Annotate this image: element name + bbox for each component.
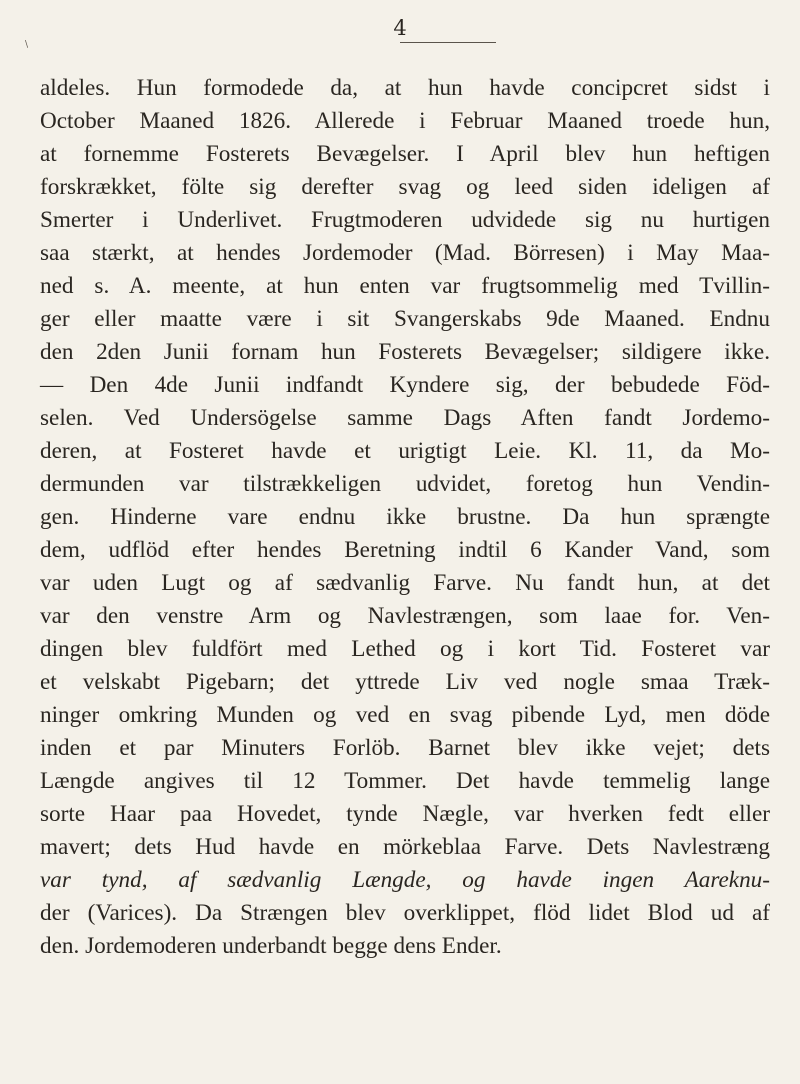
text-line-19: et velskabt Pigebarn; det yttrede Liv ved nogle smaa Træk- bbox=[40, 669, 770, 695]
text-line-15: dem, udflöd efter hendes Beretning indtil 6 Kander Vand, som bbox=[40, 537, 770, 563]
text-line-12: deren, at Fosteret havde et urigtigt Leie. Kl. 11, da Mo- bbox=[40, 438, 770, 464]
text-line-10: — Den 4de Junii indfandt Kyndere sig, der bebudede Föd- bbox=[40, 372, 770, 398]
text-line-13: dermunden var tilstrækkeligen udvidet, foretog hun Vendin- bbox=[40, 471, 770, 497]
text-line-6: saa stærkt, at hendes Jordemoder (Mad. Börresen) i May Maa- bbox=[40, 240, 770, 266]
text-line-27: den. Jordemoderen underbandt begge dens Ender. bbox=[40, 933, 502, 959]
text-line-18: dingen blev fuldfört med Lethed og i kort Tid. Fosteret var bbox=[40, 636, 770, 662]
text-line-11: selen. Ved Undersögelse samme Dags Aften fandt Jordemo- bbox=[40, 405, 770, 431]
text-line-23: sorte Haar paa Hovedet, tynde Nægle, var hverken fedt eller bbox=[40, 801, 770, 827]
page-number-rule bbox=[400, 42, 496, 43]
text-line-21: inden et par Minuters Forlöb. Barnet blev ikke vejet; dets bbox=[40, 735, 770, 761]
margin-mark: \ bbox=[25, 40, 29, 50]
text-line-4: forskrækket, fölte sig derefter svag og leed siden ideligen af bbox=[40, 174, 770, 200]
text-line-14: gen. Hinderne vare endnu ikke brustne. Da hun sprængte bbox=[40, 504, 770, 530]
text-line-7: ned s. A. meente, at hun enten var frugtsommelig med Tvillin- bbox=[40, 273, 770, 299]
text-line-22: Længde angives til 12 Tommer. Det havde temmelig lange bbox=[40, 768, 770, 794]
text-line-8: ger eller maatte være i sit Svangerskabs 9de Maaned. Endnu bbox=[40, 306, 770, 332]
text-line-25-italic bbox=[40, 865, 770, 895]
italic-phrase: var tynd, af sædvanlig Længde, og havde ingen Aareknu- bbox=[40, 867, 770, 893]
page-number: 4 bbox=[393, 16, 407, 40]
text-line-2: October Maaned 1826. Allerede i Februar Maaned troede hun, bbox=[40, 108, 770, 134]
text-line-16: var uden Lugt og af sædvanlig Farve. Nu fandt hun, at det bbox=[40, 570, 770, 596]
text-line-24: mavert; dets Hud havde en mörkeblaa Farve. Dets Navlestræng bbox=[40, 834, 770, 860]
text-line-9: den 2den Junii fornam hun Fosterets Bevægelser; sildigere ikke. bbox=[40, 339, 770, 365]
text-line-20: ninger omkring Munden og ved en svag pibende Lyd, men döde bbox=[40, 702, 770, 728]
text-line-5: Smerter i Underlivet. Frugtmoderen udvidede sig nu hurtigen bbox=[40, 207, 770, 233]
text-line-17: var den venstre Arm og Navlestrængen, som laae for. Ven- bbox=[40, 603, 770, 629]
text-line-26: der (Varices). Da Strængen blev overklippet, flöd lidet Blod ud af bbox=[40, 900, 770, 926]
text-line-1: aldeles. Hun formodede da, at hun havde concipcret sidst i bbox=[40, 75, 770, 101]
text-line-3: at fornemme Fosterets Bevægelser. I April blev hun heftigen bbox=[40, 141, 770, 167]
